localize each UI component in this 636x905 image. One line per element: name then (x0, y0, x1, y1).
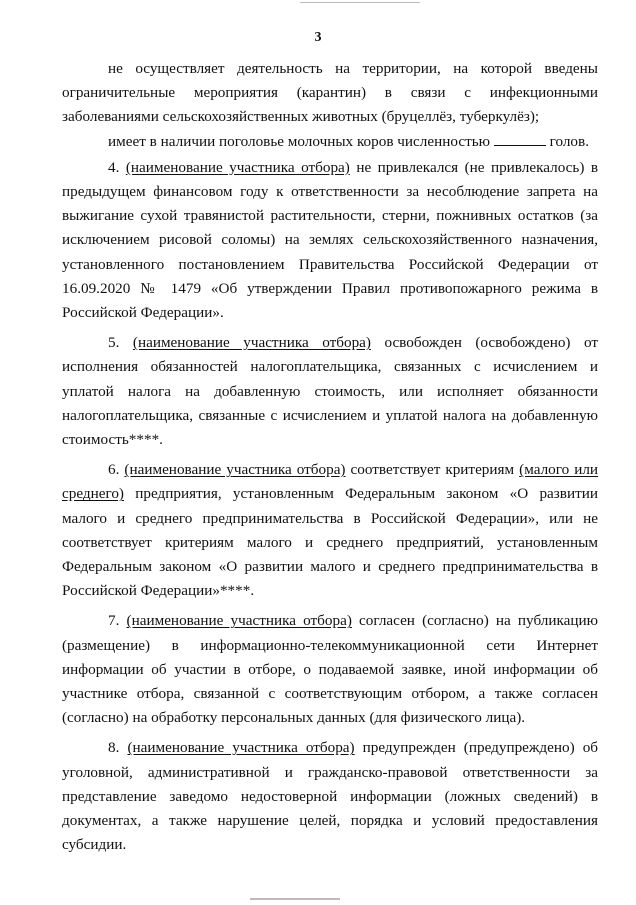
scan-artifact-top (300, 2, 420, 3)
paragraph-cows (62, 130, 598, 154)
item-4-text: не привлекался (не привлекалось) в предыдущем финансовом году к ответственности за несоблюдение запрета на выжигание сухой травянистой растительности, стерни, пожнивных остатков (за исключением рисовой соломы) на землях сельскохозяйственного назначения, установленного постановлением Правительства Российской Федерации от 16.09.2020 № 1479 «Об утверждении Правил противопожарного режима в Российской Федерации». (62, 158, 599, 322)
item-6-mid-text: соответствует критериям (350, 461, 515, 479)
item-5-number: 5. (108, 334, 120, 352)
scan-artifact-bottom (250, 898, 340, 900)
item-6-enterprise-size: (малого или среднего) (62, 461, 599, 503)
cows-count-blank (494, 133, 546, 146)
item-5-text: освобожден (освобождено) от исполнения обязанностей налогоплательщика, связанных с исчислением и уплатой налога на добавленную стоимость, или исполняет обязанности налогоплательщика, связанные с исчислением и уплатой налога на добавленную стоимость****. (62, 334, 599, 449)
cows-text-after: голов. (549, 132, 589, 150)
item-4 (62, 156, 598, 325)
item-8-number: 8. (108, 739, 120, 757)
paragraph-quarantine: не осуществляет деятельность на территории, на которой введены ограничительные мероприятия (карантин) в связи с инфекционными заболеваниями сельскохозяйственных животных (бруцеллёз, туберкулёз); (62, 60, 598, 126)
item-4-number: 4. (108, 158, 120, 176)
item-7 (62, 609, 598, 730)
item-7-text: согласен (согласно) на публикацию (размещение) в информационно-телекоммуникационной сети Интернет информации об участии в отборе, о подаваемой заявке, иной информации об участнике отбора, связанной с соответствующим отбором, а также согласен (согласно) на обработку персональных данных (для физического лица). (62, 612, 598, 727)
cows-text-before: имеет в наличии поголовье молочных коров численностью (108, 132, 491, 150)
item-5 (62, 331, 598, 452)
page-number: 3 (314, 30, 322, 45)
item-7-number: 7. (108, 612, 120, 630)
item-8 (62, 736, 598, 857)
item-5-participant-name: (наименование участника отбора) (132, 334, 371, 352)
document-body (62, 57, 598, 858)
item-8-participant-name: (наименование участника отбора) (127, 739, 355, 757)
item-8-text: предупрежден (предупреждено) об уголовной, административной и гражданско-правовой ответственности за представление заведомо недостоверной информации (ложных сведений) в документах, а также нарушение целей, порядка и условий предоставления субсидии. (62, 739, 599, 854)
item-4-participant-name: (наименование участника отбора) (125, 158, 350, 176)
item-6-text: предприятия, установленным Федеральным законом «О развитии малого и среднего предпринимательства в Российской Федерации», или не соответствует критериям малого и среднего предприятий, установленным Федеральным законом «О развитии малого и среднего предпринимательства в Российской Федерации»****. (62, 485, 598, 600)
item-6-number: 6. (108, 461, 120, 479)
item-6 (62, 458, 598, 603)
item-6-participant-name: (наименование участника отбора) (124, 461, 346, 479)
item-7-participant-name: (наименование участника отбора) (126, 612, 352, 630)
